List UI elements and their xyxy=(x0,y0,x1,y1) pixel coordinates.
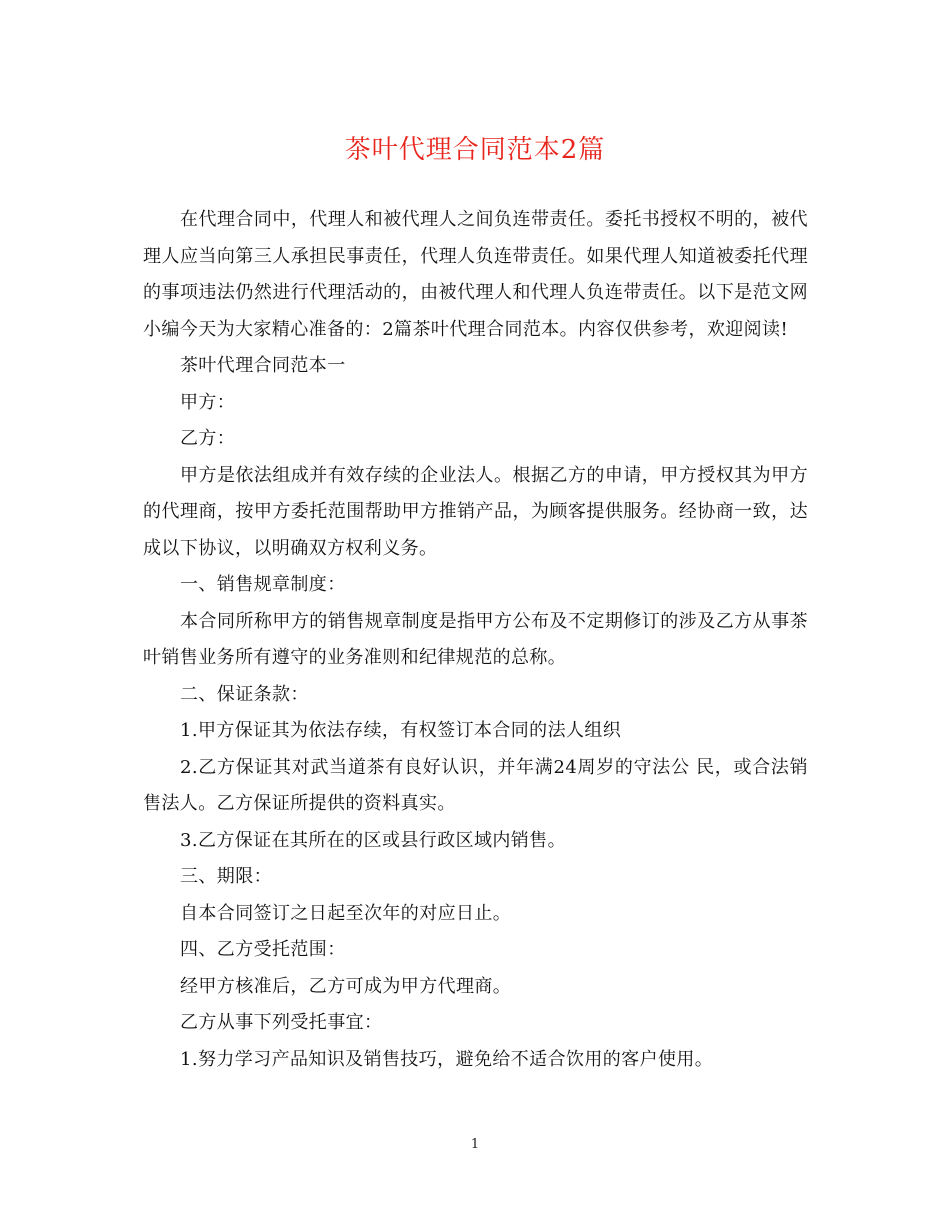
section-paragraph: 本合同所称甲方的销售规章制度是指甲方公布及不定期修订的涉及乙方从事茶叶销售业务所有遵守的业务准则和纪律规范的总称。 xyxy=(143,610,808,668)
document-body xyxy=(143,202,808,1078)
clause-item: 3.乙方保证在其所在的区或县行政区域内销售。 xyxy=(180,829,566,851)
section-paragraph: 自本合同签订之日起至次年的对应日止。 xyxy=(180,902,512,924)
section-heading: 二、保证条款： xyxy=(180,683,309,705)
clause-item: 1.甲方保证其为依法存续，有权签订本合同的法人组织 xyxy=(180,720,622,741)
clause-item: 1.努力学习产品知识及销售技巧，避免给不适合饮用的客户使用。 xyxy=(180,1048,714,1070)
section-heading: 三、期限： xyxy=(180,866,272,887)
preamble-paragraph: 甲方是依法组成并有效存续的企业法人。根据乙方的申请，甲方授权其为甲方的代理商，按甲方委托范围帮助甲方推销产品，为顾客提供服务。经协商一致，达成以下协议，以明确双方权利义务。 xyxy=(143,464,808,559)
party-b-line: 乙方： xyxy=(180,428,236,449)
section-heading: 一、销售规章制度： xyxy=(180,574,346,595)
section-paragraph: 经甲方核准后，乙方可成为甲方代理商。 xyxy=(180,975,512,997)
contract-heading: 茶叶代理合同范本一 xyxy=(180,355,346,376)
page-number: 1 xyxy=(470,1137,480,1152)
section-paragraph: 乙方从事下列受托事宜： xyxy=(180,1012,383,1033)
clause-item: 2.乙方保证其对武当道茶有良好认识，并年满24周岁的守法公 民，或合法销售法人。乙方保证所提供的资料真实。 xyxy=(143,756,808,814)
intro-paragraph: 在代理合同中，代理人和被代理人之间负连带责任。委托书授权不明的，被代理人应当向第三人承担民事责任，代理人负连带责任。如果代理人知道被委托代理的事项违法仍然进行代理活动的，由被代理人和代理人负连带责任。以下是范文网小编今天为大家精心准备的：2篇茶叶代理合同范本。内容仅供参考，欢迎阅读! xyxy=(143,209,808,340)
party-a-line: 甲方： xyxy=(180,391,236,413)
section-heading: 四、乙方受托范围： xyxy=(180,939,346,960)
document-title: 茶叶代理合同范本2篇 xyxy=(344,135,606,165)
